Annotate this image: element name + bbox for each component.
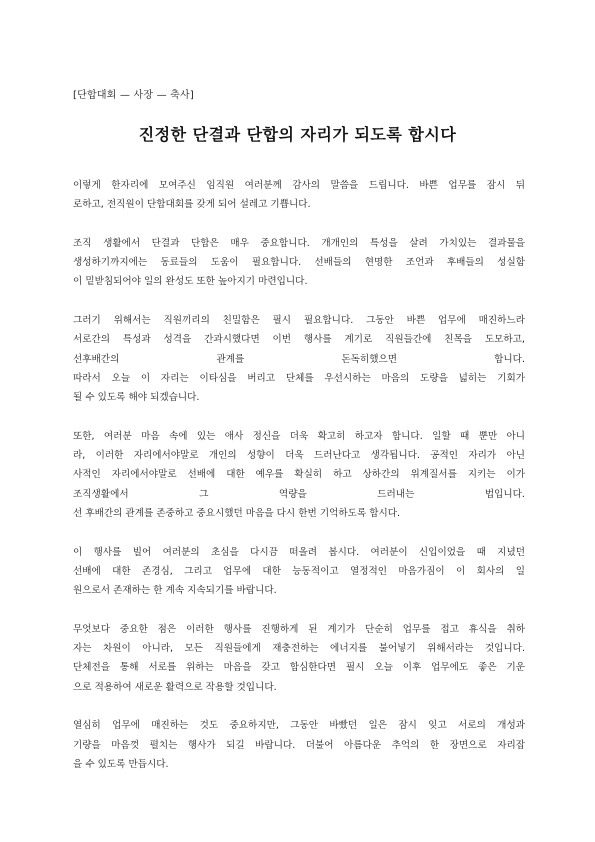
document-body: [73, 176, 525, 794]
paragraph-line: 원으로서 존재하는 한 계속 지속되기를 바랍니다.: [73, 585, 277, 597]
paragraph-line: 자는 차원이 아니라, 모든 직원들에게 재충전하는 에너지를 불어넣기 위해서라는 것입니다.: [73, 643, 525, 655]
paragraph-line: 선 후배간의 관계를 존중하고 중요시했던 마음을 다시 한번 기억하도록 합시다.: [73, 508, 401, 520]
paragraph-line: 그러기 위해서는 직원끼리의 친밀함은 필시 필요합니다. 그동안 바쁜 업무에 매진하느라: [73, 315, 525, 327]
paragraph-line: 따라서 오늘 이 자리는 이타심을 버리고 단체를 우선시하는 마음의 도량을 넓히는 기회가: [73, 372, 525, 384]
paragraph-line: 또한, 여러분 마음 속에 있는 애사 정신을 더욱 확고히 하고자 합니다. 일할 때 뿐만 아니: [73, 430, 525, 442]
paragraph-line: 조직 생활에서 단결과 단합은 매우 중요합니다. 개개인의 특성을 살려 가치있는 결과물을: [73, 237, 525, 249]
paragraph: [73, 716, 525, 774]
paragraph-line: 선후배간의 관계를 돈독히했으면 합니다.: [73, 353, 525, 365]
paragraph-line: 이 행사를 빌어 여러분의 초심을 다시끔 떠올려 봅시다. 여러분이 신입이었을 때 지녔던: [73, 546, 525, 558]
paragraph: [73, 176, 525, 215]
paragraph-line: 열심히 업무에 매진하는 것도 중요하지만, 그동안 바빴던 일은 잠시 잊고 서로의 개성과: [73, 720, 525, 732]
paragraph: [73, 234, 525, 292]
paragraph-line: 으로 적용하여 새로운 활력으로 작용할 것입니다.: [73, 681, 277, 693]
paragraph-line: 기량을 마음껏 펼치는 행사가 되길 바랍니다. 더불어 아름다운 추억의 한 장면으로 자리잡: [73, 739, 525, 751]
paragraph: [73, 311, 525, 407]
paragraph-line: 될 수 있도록 해야 되겠습니다.: [73, 392, 200, 404]
paragraph-line: 조직생활에서 그 역량을 드러내는 법입니다.: [73, 488, 525, 500]
paragraph-line: 사적인 자리에서야말로 선배에 대한 예우를 확실히 하고 상하간의 위계질서를 지키는 이가: [73, 469, 525, 481]
paragraph: [73, 620, 525, 697]
paragraph-line: 단체전을 통해 서로를 위하는 마음을 갖고 합심한다면 필시 오늘 이후 업무에도 좋은 기운: [73, 662, 525, 674]
document-category-label: [단합대회 — 사장 — 축사]: [73, 90, 194, 101]
paragraph-line: 로하고, 전직원이 단합대회를 갖게 되어 설레고 기쁩니다.: [73, 199, 311, 211]
paragraph-line: 선배에 대한 존경심, 그리고 업무에 대한 능동적이고 열정적인 마음가짐이 이 회사의 일: [73, 565, 525, 577]
paragraph-line: 을 수 있도록 만듭시다.: [73, 758, 169, 770]
paragraph: [73, 427, 525, 523]
paragraph-line: 생성하기까지에는 동료들의 도움이 필요합니다. 선배들의 현명한 조언과 후배들의 성실함: [73, 257, 525, 269]
paragraph: [73, 543, 525, 601]
paragraph-line: 이렇게 한자리에 모여주신 임직원 여러분께 감사의 말씀을 드립니다. 바쁜 업무를 잠시 뒤: [73, 180, 525, 191]
paragraph-line: 서로간의 특성과 성격을 간과시했다면 이번 행사를 계기로 직원들간에 친목을 도모하고,: [73, 334, 525, 346]
paragraph-line: 무엇보다 중요한 점은 이러한 행사를 진행하게 된 계기가 단순히 업무를 접고 휴식을 취하: [73, 623, 525, 635]
document-title: 진정한 단결과 단합의 자리가 되도록 합시다: [138, 125, 457, 144]
paragraph-line: 이 밑받침되어야 일의 완성도 또한 높아지기 마련입니다.: [73, 276, 308, 288]
paragraph-line: 라, 이러한 자리에서야말로 개인의 성향이 더욱 드러난다고 생각됩니다. 공적인 자리가 아닌: [73, 450, 525, 462]
